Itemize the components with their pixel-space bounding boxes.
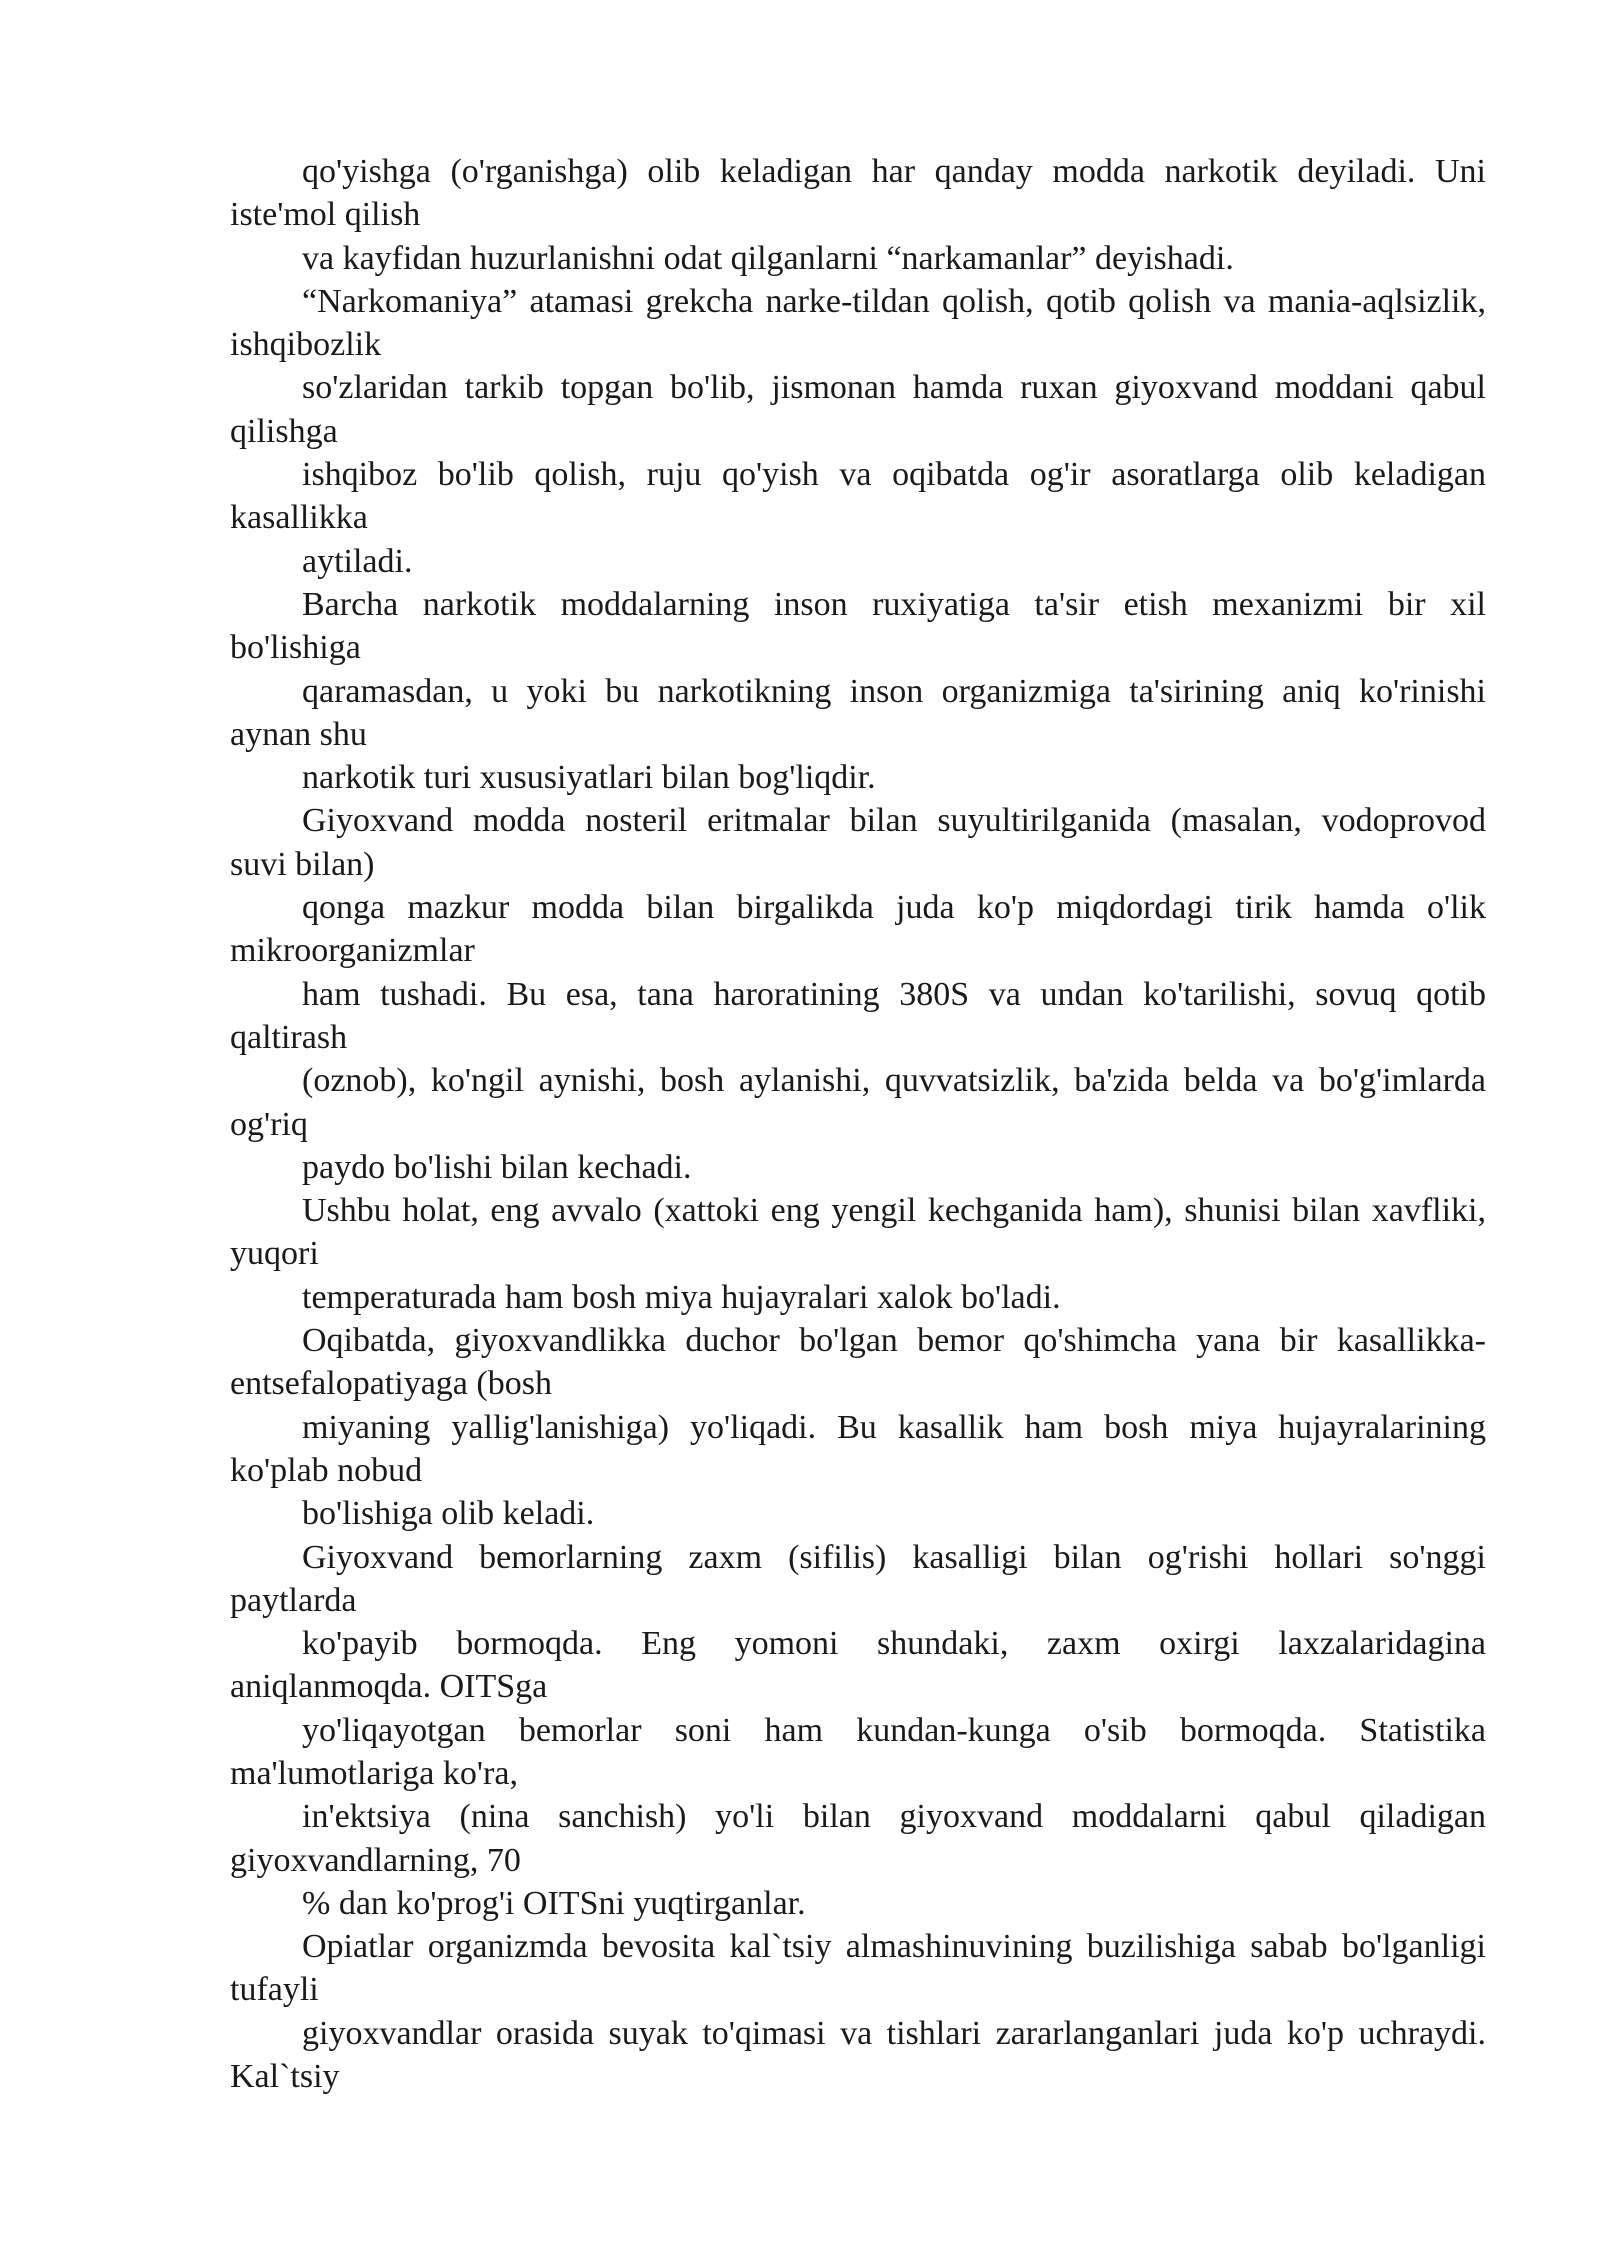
text-line: qilishga: [230, 412, 338, 450]
text-line: qaramasdan, u yoki bu narkotikning inson organizmiga ta'sirining aniq ko'rinishi: [302, 672, 1486, 710]
text-line: “Narkomaniya” atamasi grekcha narke-tildan qolish, qotib qolish va mania-aqlsizlik,: [302, 282, 1486, 320]
text-line: ko'payib bormoqda. Eng yomoni shundaki, zaxm oxirgi laxzalaridagina: [302, 1625, 1486, 1663]
text-line: Giyoxvand bemorlarning zaxm (sifilis) kasalligi bilan og'rishi hollari so'nggi: [302, 1538, 1486, 1576]
text-line: qaltirash: [230, 1018, 348, 1056]
text-line: suvi bilan): [230, 845, 375, 883]
text-line: ham tushadi. Bu esa, tana haroratining 380S va undan ko'tarilishi, sovuq qotib: [302, 975, 1486, 1013]
text-line: (oznob), ko'ngil aynishi, bosh aylanishi, quvvatsizlik, ba'zida belda va bo'g'imlarda: [302, 1062, 1486, 1100]
text-line: bo'lishiga: [230, 629, 361, 667]
text-line: entsefalopatiyaga (bosh: [230, 1365, 552, 1403]
text-line: bo'lishiga olib keladi.: [302, 1495, 595, 1533]
text-line: temperaturada ham bosh miya hujayralari xalok bo'ladi.: [302, 1278, 1061, 1316]
text-line: mikroorganizmlar: [230, 932, 475, 970]
text-line: va kayfidan huzurlanishni odat qilganlarni “narkamanlar” deyishadi.: [302, 239, 1234, 277]
text-line: so'zlaridan tarkib topgan bo'lib, jismonan hamda ruxan giyoxvand moddani qabul: [302, 369, 1486, 407]
text-line: Barcha narkotik moddalarning inson ruxiyatiga ta'sir etish mexanizmi bir xil: [302, 585, 1486, 623]
text-line: qo'yishga (o'rganishga) olib keladigan har qanday modda narkotik deyiladi. Uni: [302, 153, 1486, 190]
text-line: giyoxvandlar orasida suyak to'qimasi va tishlari zararlanganlari juda ko'p uchraydi.: [302, 2014, 1486, 2052]
text-line: ishqiboz bo'lib qolish, ruju qo'yish va oqibatda og'ir asoratlarga olib keladigan: [302, 456, 1486, 494]
text-line: paytlarda: [230, 1581, 357, 1619]
text-line: % dan ko'prog'i OITSni yuqtirganlar.: [302, 1884, 806, 1922]
text-line: aniqlanmoqda. OITSga: [230, 1668, 548, 1706]
text-line: ishqibozlik: [230, 326, 382, 364]
text-line: Opiatlar organizmda bevosita kal`tsiy almashinuvining buzilishiga sabab bo'lganligi: [302, 1928, 1486, 1966]
text-line: Oqibatda, giyoxvandlikka duchor bo'lgan bemor qo'shimcha yana bir kasallikka-: [302, 1322, 1486, 1360]
text-line: aytiladi.: [302, 542, 413, 580]
text-line: og'riq: [230, 1105, 308, 1143]
text-line: kasallikka: [230, 499, 368, 537]
text-line: in'ektsiya (nina sanchish) yo'li bilan giyoxvand moddalarni qabul qiladigan: [302, 1798, 1486, 1836]
text-line: miyaning yallig'lanishiga) yo'liqadi. Bu kasallik ham bosh miya hujayralarining: [302, 1408, 1486, 1446]
text-line: narkotik turi xususiyatlari bilan bog'liqdir.: [302, 759, 876, 797]
text-line: paydo bo'lishi bilan kechadi.: [302, 1148, 692, 1186]
text-line: iste'mol qilish: [230, 196, 421, 234]
text-line: ma'lumotlariga ko'ra,: [230, 1754, 518, 1792]
text-line: qonga mazkur modda bilan birgalikda juda ko'p miqdordagi tirik hamda o'lik: [302, 889, 1486, 927]
text-line: Kal`tsiy: [230, 2058, 340, 2096]
text-line: giyoxvandlarning, 70: [230, 1841, 521, 1879]
text-line: aynan shu: [230, 715, 367, 753]
text-line: yuqori: [230, 1235, 319, 1273]
body-text: [230, 150, 1486, 2098]
text-line: tufayli: [230, 1971, 319, 2009]
text-line: Ushbu holat, eng avvalo (xattoki eng yengil kechganida ham), shunisi bilan xavfliki,: [302, 1192, 1486, 1230]
text-line: Giyoxvand modda nosteril eritmalar bilan suyultirilganida (masalan, vodoprovod: [302, 802, 1486, 840]
text-line: ko'plab nobud: [230, 1451, 423, 1489]
text-line: yo'liqayotgan bemorlar soni ham kundan-kunga o'sib bormoqda. Statistika: [302, 1711, 1486, 1749]
